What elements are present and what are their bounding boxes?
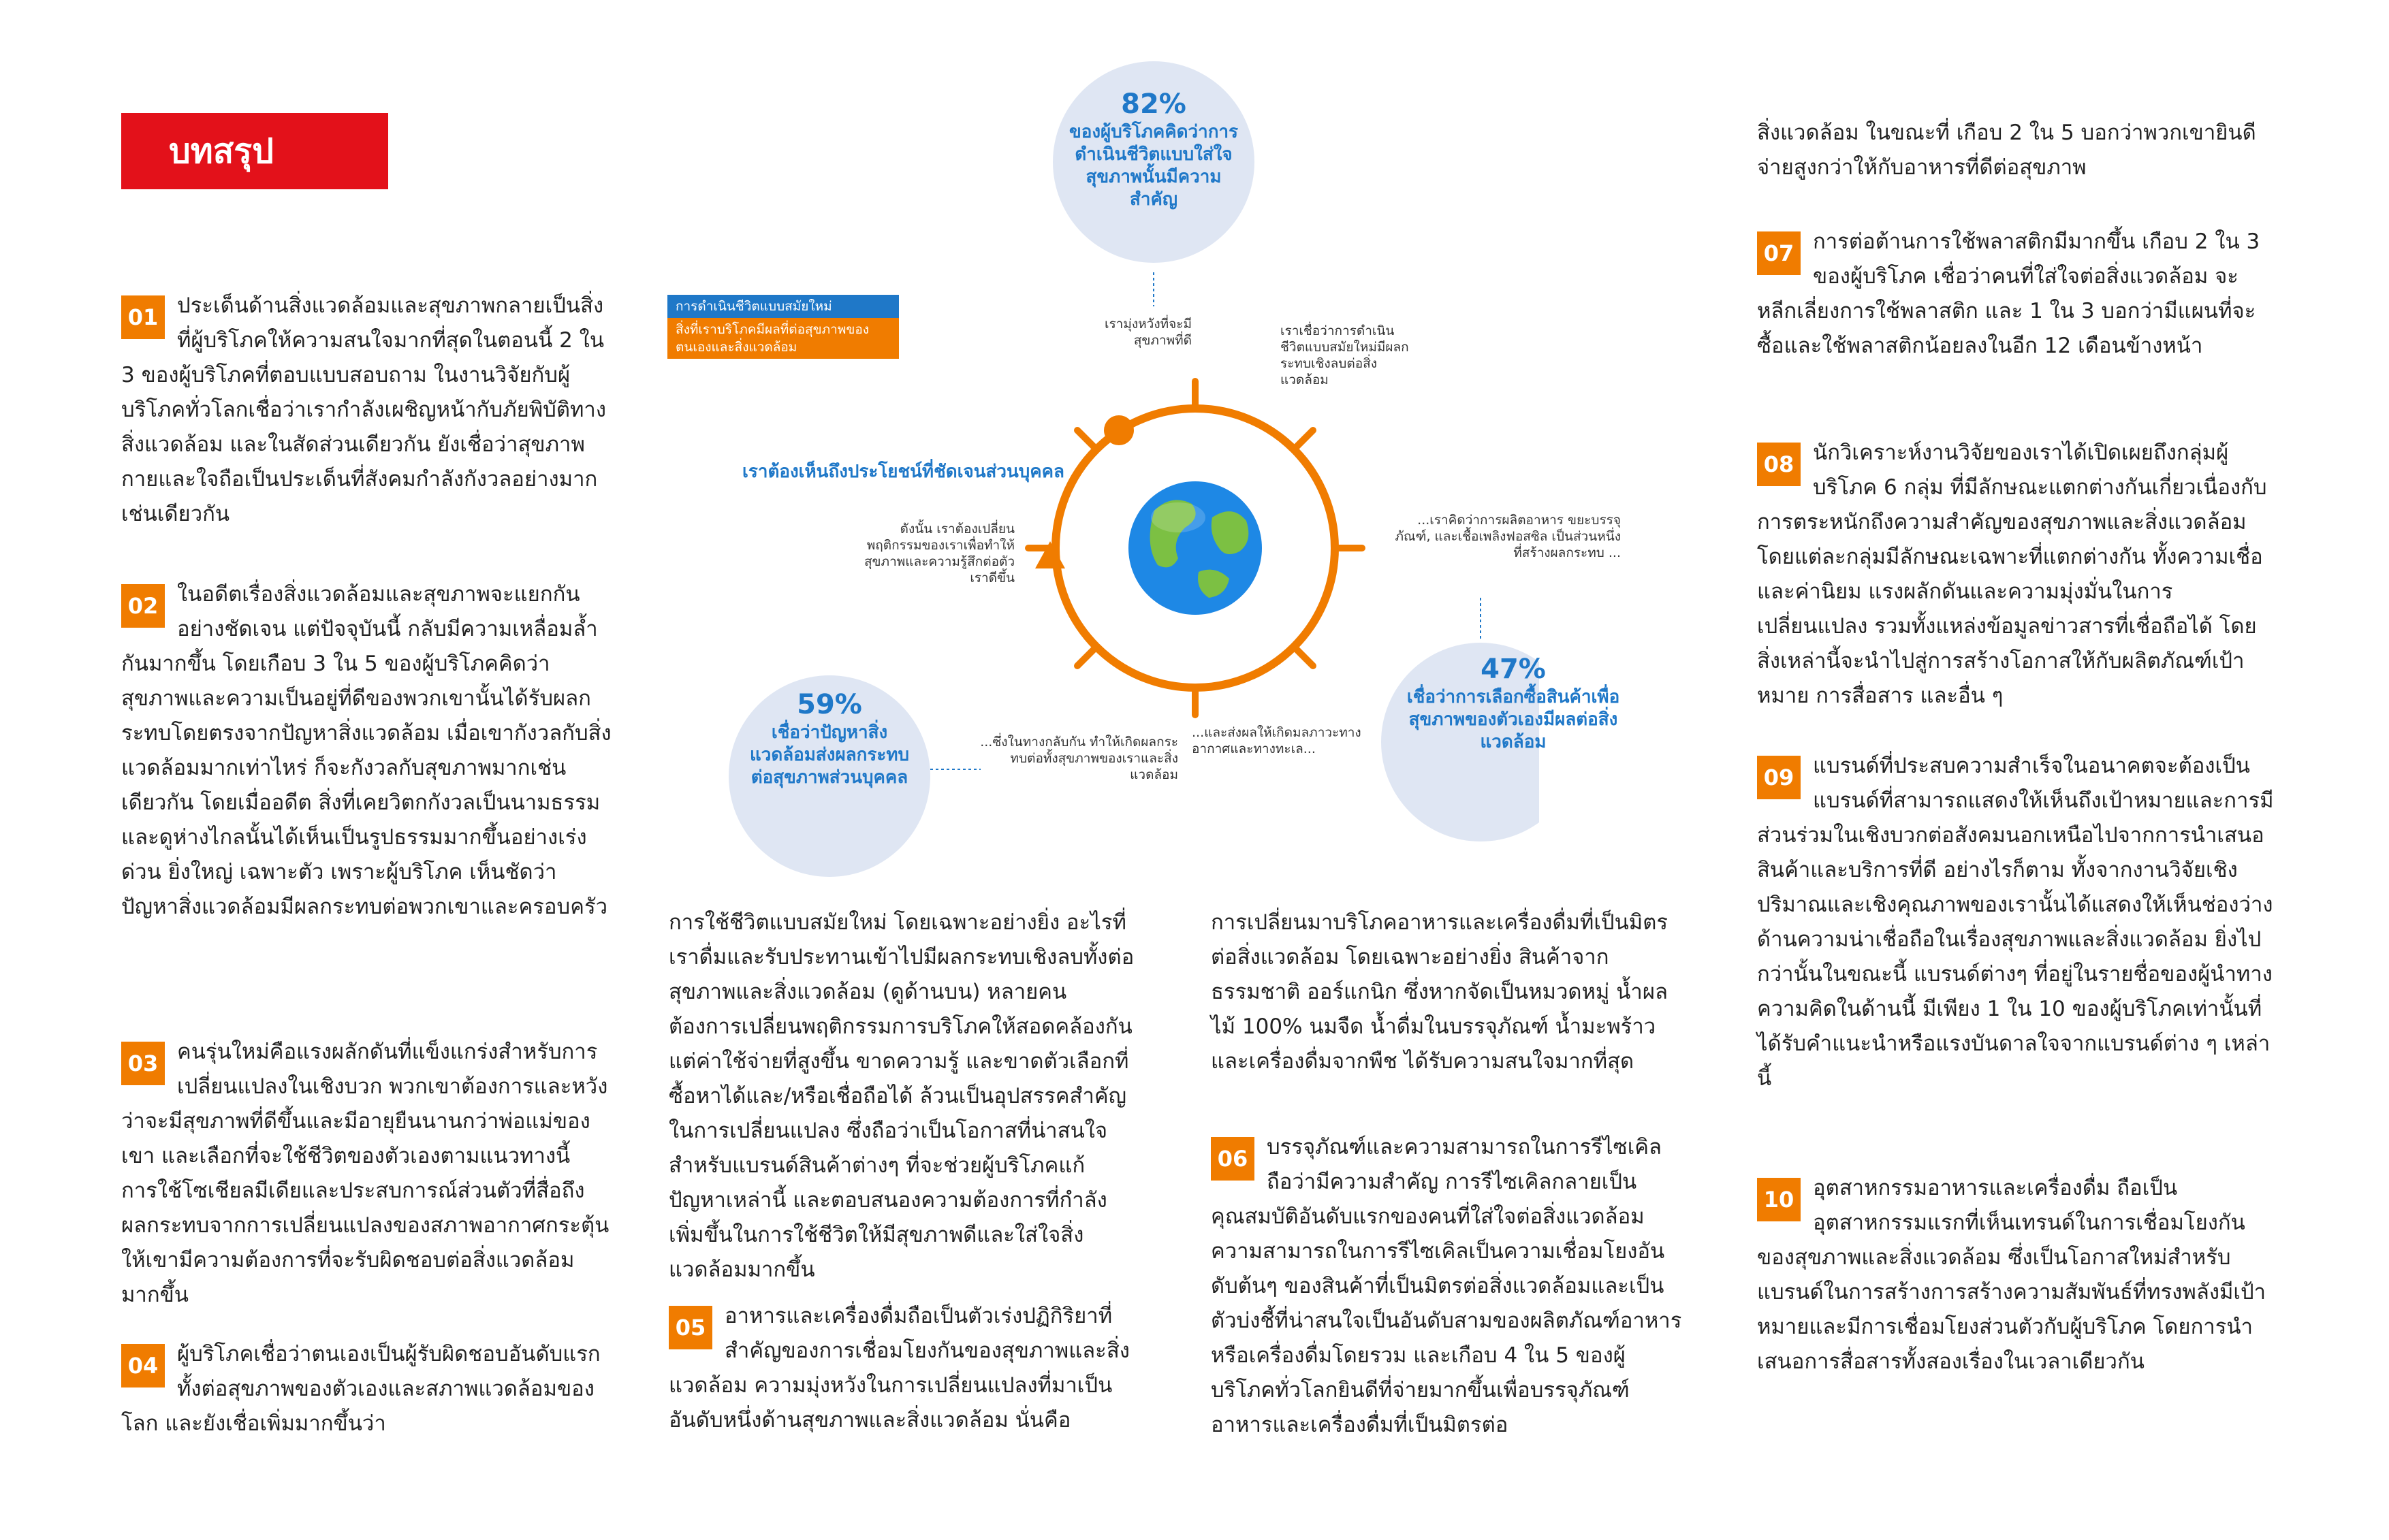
col3-body	[1211, 905, 1688, 1079]
stat-value: 82%	[1121, 89, 1186, 120]
number-badge: 02	[121, 584, 165, 628]
legend-item-consumption-impact: สิ่งที่เราบริโภคมีผลที่ต่อสุขภาพของตนเองและสิ่งแวดล้อม	[667, 318, 899, 359]
point-text: ประเด็นด้านสิ่งแวดล้อมและสุขภาพกลายเป็นสิ่งที่ผู้บริโภคให้ความสนใจมากที่สุดในตอนนี้ 2 ใน 3 ของผู้บริโภคที่ตอบแบบสอบถาม ในงานวิจัยกับผู้บริโภคทั่วโลกเชื่อว่าเรากำลังเผชิญหน้ากับภัยพิบัติทางสิ่งแวดล้อม และในสัดส่วนเดียวกัน ยังเชื่อว่าสุขภาพกายและใจถือเป็นประเด็นที่สังคมกำลังกังวลอย่างมากเช่นเดียวกัน	[121, 293, 606, 526]
stat-82	[1062, 87, 1245, 211]
body-text: การใช้ชีวิตแบบสมัยใหม่ โดยเฉพาะอย่างยิ่ง อะไรที่เราดื่มและรับประทานเข้าไปมีผลกระทบเชิงลบทั้งต่อสุขภาพและสิ่งแวดล้อม (ดูด้านบน) หลายคนต้องการเปลี่ยนพฤติกรรมการบริโภคให้สอดคล้องกัน แต่ค่าใช้จ่ายที่สูงขึ้น ขาดความรู้ และขาดตัวเลือกที่ซื้อหาได้และ/หรือเชื่อถือได้ ล้วนเป็นอุปสรรคสำคัญในการเปลี่ยนแปลง ซึ่งถือว่าเป็นโอกาสที่น่าสนใจสำหรับแบรนด์สินค้าต่างๆ ที่จะช่วยผู้บริโภคแก้ปัญหาเหล่านี้ และตอบสนองความต้องการที่กำลังเพิ่มขึ้นในการใช้ชีวิตให้มีสุขภาพดีและใส่ใจสิ่งแวดล้อมมากขึ้น	[669, 910, 1135, 1282]
stat-value: 59%	[797, 689, 862, 720]
number-badge: 10	[1757, 1178, 1801, 1221]
summary-point-10	[1757, 1171, 2275, 1379]
point-text: อาหารและเครื่องดื่มถือเป็นตัวเร่งปฏิกิริยาที่สำคัญของการเชื่อมโยงกันของสุขภาพและสิ่งแวดล้อม ความมุ่งหวังในการเปลี่ยนแปลงที่มาเป็นอันดับหนึ่งด้านสุขภาพและสิ่งแวดล้อม นั่นคือ	[669, 1304, 1130, 1432]
point-text: แบรนด์ที่ประสบความสำเร็จในอนาคตจะต้องเป็นแบรนด์ที่สามารถแสดงให้เห็นถึงเป้าหมายและการมีส่วนร่วมในเชิงบวกต่อสังคมนอกเหนือไปจากการนำเสนอสินค้าและบริการที่ดี อย่างไรก็ตาม ทั้งจากงานวิจัยเชิงปริมาณและเชิงคุณภาพของเรานั้นได้แสดงให้เห็นช่องว่างด้านความน่าเชื่อถือในเรื่องสุขภาพและสิ่งแวดล้อม ยิ่งไปกว่านั้นในขณะนี้ แบรนด์ต่างๆ ที่อยู่ในรายชื่อของผู้นำทางความคิดในด้านนี้ มีเพียง 1 ใน 10 ของผู้บริโภคเท่านั้นที่ได้รับคำแนะนำหรือแรงบันดาลใจจากแบรนด์ต่าง ๆ เหล่านี้	[1757, 754, 2274, 1091]
number-badge: 04	[121, 1344, 165, 1387]
body-text: สิ่งแวดล้อม ในขณะที่ เกือบ 2 ใน 5 บอกว่าพวกเขายินดีจ่ายสูงกว่าให้กับอาหารที่ดีต่อสุขภาพ	[1757, 121, 2256, 180]
legend-item-modern-living: การดำเนินชีวิตแบบสมัยใหม่	[667, 295, 899, 318]
number-badge: 07	[1757, 231, 1801, 275]
col4-intro	[1757, 116, 2275, 185]
page-title: บทสรุป	[121, 113, 388, 189]
summary-point-04	[121, 1337, 612, 1441]
summary-point-07	[1757, 225, 2275, 364]
legend	[667, 295, 899, 359]
summary-point-09	[1757, 749, 2275, 1096]
summary-point-02	[121, 577, 612, 925]
summary-point-08	[1757, 436, 2275, 713]
point-text: ผู้บริโภคเชื่อว่าตนเองเป็นผู้รับผิดชอบอันดับแรกทั้งต่อสุขภาพของตัวเองและสภาพแวดล้อมของโลก และยังเชื่อเพิ่มมากขึ้นว่า	[121, 1342, 601, 1436]
summary-point-01	[121, 289, 612, 532]
point-text: อุตสาหกรรมอาหารและเครื่องดื่ม ถือเป็นอุตสาหกรรมแรกที่เห็นเทรนด์ในการเชื่อมโยงกันของสุขภาพและสิ่งแวดล้อม ซึ่งเป็นโอกาสใหม่สำหรับแบรนด์ในการสร้างการสร้างความสัมพันธ์ที่ทรงพลังมีเป้าหมายและมีการเชื่อมโยงส่วนตัวกับผู้บริโภค โดยการนำเสนอการสื่อสารทั้งสองเรื่องในเวลาเดียวกัน	[1757, 1176, 2266, 1374]
cycle-note-6: ดังนั้น เราต้องเปลี่ยนพฤติกรรมของเราเพื่อทำให้สุขภาพและความรู้สึกต่อตัวเราดีขึ้น	[864, 522, 1015, 585]
col2-body	[669, 905, 1139, 1287]
ring-start-dot	[1104, 415, 1134, 445]
point-text: นักวิเคราะห์งานวิจัยของเราได้เปิดเผยถึงกลุ่มผู้บริโภค 6 กลุ่ม ที่มีลักษณะแตกต่างกันเกี่ยวเนื่องกับการตระหนักถึงความสำคัญของสุขภาพและสิ่งแวดล้อม โดยแต่ละกลุ่มมีลักษณะเฉพาะที่แตกต่างกัน ทั้งความเชื่อและค่านิยม แรงผลักดันและความมุ่งมั่นในการเปลี่ยนแปลง รวมทั้งแหล่งข้อมูลข่าวสารที่เชื่อถือได้ โดยสิ่งเหล่านี้จะนำไปสู่การสร้างโอกาสให้กับผลิตภัณฑ์เป้าหมาย การสื่อสาร และอื่น ๆ	[1757, 440, 2267, 708]
number-badge: 06	[1211, 1137, 1254, 1181]
cycle-note-3: ...เราคิดว่าการผลิตอาหาร ขยะบรรจุภัณฑ์, และเชื้อเพลิงฟอสซิล เป็นส่วนหนึ่งที่สร้างผลกระทบ ...	[1395, 513, 1621, 560]
point-text: บรรจุภัณฑ์และความสามารถในการรีไซเคิลถือว่ามีความสำคัญ การรีไซเคิลกลายเป็นคุณสมบัติอันดับแรกของคนที่ใส่ใจต่อสิ่งแวดล้อม ความสามารถในการรีไซเคิลเป็นความเชื่อมโยงอันดับต้นๆ ของสินค้าที่เป็นมิตรต่อสิ่งแวดล้อมและเป็นตัวบ่งชี้ที่น่าสนใจเป็นอันดับสามของผลิตภัณฑ์อาหารหรือเครื่องดื่มโดยรวม และเกือบ 4 ใน 5 ของผู้บริโภคทั่วโลกยินดีที่จ่ายมากขึ้นเพื่อบรรจุภัณฑ์อาหารและเครื่องดื่มที่เป็นมิตรต่อ	[1211, 1135, 1682, 1437]
point-text: การต่อต้านการใช้พลาสติกมีมากขึ้น เกือบ 2 ใน 3 ของผู้บริโภค เชื่อว่าคนที่ใส่ใจต่อสิ่งแวดล้อม จะหลีกเลี่ยงการใช้พลาสติก และ 1 ใน 3 บอกว่ามีแผนที่จะซื้อและใช้พลาสติกน้อยลงในอีก 12 เดือนข้างหน้า	[1757, 229, 2260, 358]
summary-point-06	[1211, 1130, 1688, 1443]
cycle-note-2: เราเชื่อว่าการดำเนินชีวิตแบบสมัยใหม่มีผลกระทบเชิงลบต่อสิ่งแวดล้อม	[1280, 323, 1409, 387]
number-badge: 01	[121, 295, 165, 339]
number-badge: 09	[1757, 756, 1801, 799]
cycle-note-1: เรามุ่งหวังที่จะมีสุขภาพที่ดี	[1104, 317, 1192, 348]
stat-47	[1397, 652, 1629, 754]
stat-59	[742, 688, 917, 789]
point-text: ในอดีตเรื่องสิ่งแวดล้อมและสุขภาพจะแยกกันอย่างชัดเจน แต่ปัจจุบันนี้ กลับมีความเหลื่อมล้ำกันมากขึ้น โดยเกือบ 3 ใน 5 ของผู้บริโภคคิดว่าสุขภาพและความเป็นอยู่ที่ดีของพวกเขานั้นได้รับผลกระทบโดยตรงจากปัญหาสิ่งแวดล้อม เมื่อเขากังวลกับสิ่งแวดล้อมมากเท่าไหร่ ก็จะกังวลกับสุขภาพมากเช่นเดียวกัน โดยเมื่ออดีต สิ่งที่เคยวิตกกังวลเป็นนามธรรมและดูห่างไกลนั้นได้เห็นเป็นรูปธรรมมากขึ้นอย่างเร่งด่วน ยิ่งใหญ่ เฉพาะตัว เพราะผู้บริโภค เห็นชัดว่าปัญหาสิ่งแวดล้อมมีผลกระทบต่อพวกเขาและครอบครัว	[121, 582, 612, 919]
summary-point-05	[669, 1299, 1139, 1438]
stat-value: 47%	[1481, 654, 1546, 685]
cycle-note-4: ...และส่งผลให้เกิดมลภาวะทางอากาศและทางทะเล...	[1192, 725, 1361, 756]
body-text: การเปลี่ยนมาบริโภคอาหารและเครื่องดื่มที่เป็นมิตรต่อสิ่งแวดล้อม โดยเฉพาะอย่างยิ่ง สินค้าจากธรรมชาติ ออร์แกนิก ซึ่งหากจัดเป็นหมวดหมู่ น้ำผลไม้ 100% นมจืด น้ำดื่มในบรรจุภัณฑ์ น้ำมะพร้าว และเครื่องดื่มจากพืช ได้รับความสนใจมากที่สุด	[1211, 910, 1668, 1074]
number-badge: 05	[669, 1306, 712, 1349]
infographic-headline: เราต้องเห็นถึงประโยชน์ที่ชัดเจนส่วนบุคคล	[742, 462, 1064, 482]
stat-label: เชื่อว่าปัญหาสิ่งแวดล้อมส่งผลกระทบต่อสุขภาพส่วนบุคคล	[750, 722, 909, 788]
point-text: คนรุ่นใหม่คือแรงผลักดันที่แข็งแกร่งสำหรับการเปลี่ยนแปลงในเชิงบวก พวกเขาต้องการและหวังว่าจะมีสุขภาพที่ดีขึ้นและมีอายุยืนนานกว่าพ่อแม่ของเขา และเลือกที่จะใช้ชีวิตของตัวเองตามแนวทางนี้ การใช้โซเชียลมีเดียและประสบการณ์ส่วนตัวที่สื่อถึงผลกระทบจากการเปลี่ยนแปลงของสภาพอากาศกระตุ้นให้เขามีความต้องการที่จะรับผิดชอบต่อสิ่งแวดล้อมมากขึ้น	[121, 1040, 610, 1307]
stat-label: ของผู้บริโภคคิดว่าการดำเนินชีวิตแบบใส่ใจสุขภาพนั้นมีความสำคัญ	[1069, 122, 1239, 210]
number-badge: 08	[1757, 443, 1801, 486]
cycle-note-5: ...ซึ่งในทางกลับกัน ทำให้เกิดผลกระทบต่อทั้งสุขภาพของเราและสิ่งแวดล้อม	[980, 735, 1178, 782]
stat-label: เชื่อว่าการเลือกซื้อสินค้าเพื่อสุขภาพของตัวเองมีผลต่อสิ่งแวดล้อม	[1406, 687, 1620, 752]
globe-icon	[1128, 481, 1262, 615]
number-badge: 03	[121, 1042, 165, 1085]
summary-point-03	[121, 1035, 612, 1313]
